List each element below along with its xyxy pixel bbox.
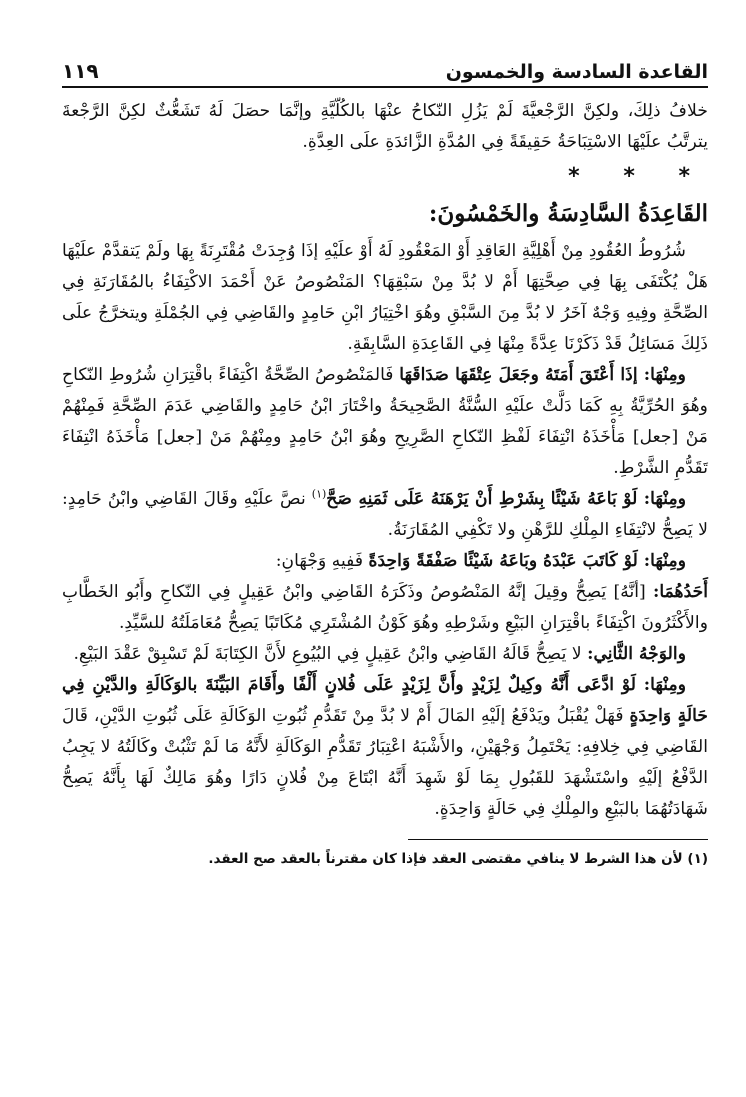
example-1-lead: ومِنْهَا: إذَا أَعْتَقَ أَمَتَهُ وجَعَلَ عِتْقَهَا صَدَاقَهَا [399,365,686,385]
paragraph-rule-statement: شُرُوطُ العُقُودِ مِنْ أَهْلِيَّةِ العَاقِدِ أَوْ المَعْقُودِ لَهُ أَوْ علَيْهِ إذَا وُجِدَتْ مُقْتَرِنَةً بِهَا ولَمْ يَتقدَّمْ علَيْهَا هَلْ يُكْتَفَى بِهَا فِي صِحَّتِهَا أَمْ لا بُدَّ مِنْ سَبْقِهَا؟ المَنْصُوصُ عَنْ أَحْمَدَ الاكْتِفَاءُ بالمُقَارَنَةِ فِي الصِّحَّةِ وفِيهِ وَجْهٌ آخَرُ لا بُدَّ مِنَ السَّبْقِ وهُوَ اخْتِيَارُ ابْنِ حَامِدٍ والقَاضِي فِي الجُمْلَةِ ويتخرَّجُ علَى ذَلِكَ مَسَائِلُ قَدْ ذَكَرْنَا عِدَّةً مِنْهَا فِي القَاعِدَةِ السَّابِقَةِ. [62,241,708,354]
footnote-divider [408,839,708,840]
paragraph-example-2 [62,484,708,546]
running-title: القاعدة السادسة والخمسون [445,61,708,83]
footnote: (١) لأن هذا الشرط لا ينافي مقتضى العقد فإذا كان مقترناً بالعقد صح العقد. [208,851,708,867]
paragraph-example-1 [62,360,708,484]
first-opinion-text: [أنَّهُ] يَصِحُّ وقِيلَ إنَّهُ المَنْصُوصُ وذَكَرَهُ القَاضِي وابْنُ عَقِيلٍ فِي النّكاحِ وأَبُو الخَطَّابِ والأَكْثَرُونَ اكْتِفَاءً باقْتِرَانِ البَيْعِ وشَرْطِهِ وهُوَ كَوْنُ المُشْتَرِي مُكَاتَبًا يَصِحُّ مُعَامَلَتُهُ للسَّيِّدِ. [62,582,708,633]
page-header [62,52,708,88]
example-3-text: فَفِيهِ وَجْهَانِ: [275,551,369,571]
first-opinion-lead: أَحَدُهُمَا: [652,582,708,602]
page-body [62,96,708,825]
section-separator: * * * [568,164,708,189]
example-4-lead: ومِنْهَا: لَوْ ادَّعَى أَنَّهُ وكِيلٌ لِزَيْدٍ وأَنَّ لِزَيْدٍ عَلَى فُلانٍ أَلْفًا وأَقَامَ البَيِّنَةَ بالوَكَالَةِ والدَّيْنِ فِي حَالَةٍ وَاحِدَةٍ [62,675,708,726]
paragraph-example-3 [62,546,708,577]
example-2-text: نصَّ علَيْهِ وقَالَ القَاضِي وابْنُ حَامِدٍ: لا يَصِحُّ لانْتِفَاءِ المِلْكِ للرَّهْنِ ولا تَكْفِي المُقَارَنَةُ. [62,489,708,540]
footnote-reference[interactable]: (١) [311,487,327,501]
paragraph-continuation: خلافُ ذلِكَ، ولكِنَّ الرَّجْعيَّةَ لَمْ يَزُلِ النّكاحُ عنْهَا بالكُلّيَّةِ وإنَّمَا حصَلَ لَهُ تَشَعُّثٌ لكِنَّ الرَّجْعةَ يترتَّبُ علَيْهَا الاسْتِبَاحَةُ حَقِيقَةً فِي المُدَّةِ الزَّائدَةِ علَى العِدَّةِ. [62,101,708,152]
example-3-lead: ومِنْهَا: لَوْ كَاتَبَ عَبْدَهُ وبَاعَهُ شَيْئًا صَفْقَةً وَاحِدَةً [368,551,686,571]
paragraph-example-4 [62,670,708,825]
second-opinion-text: لا يَصِحُّ قَالَهُ القَاضِي وابْنُ عَقِيلٍ فِي البُيُوعِ لأَنَّ الكِتَابَةَ لَمْ تَسْبِقْ عَقْدَ البَيْعِ. [73,644,588,664]
example-1-text: فَالمَنْصُوصُ الصِّحَّةُ اكْتِفَاءً باقْتِرَانِ شُرُوطِ النّكاحِ وهُوَ الحُرِّيَّةُ بِهِ كَمَا دَلَّتْ علَيْهِ السُّنَّةُ الصَّحِيحَةُ واخْتَارَ ابْنُ حَامِدٍ والقَاضِي عَدَمَ الصِّحَّةِ فَمِنْهُمْ مَنْ [جعل] مَأْخَذَهُ انْتِفَاءَ لَفْظِ النّكاحِ الصَّرِيحِ وهُوَ ابْنُ حَامِدٍ ومِنْهُمْ مَنْ [جعل] مَأْخَذَهُ انْتِفَاءَ تَقَدُّمِ الشَّرْطِ. [62,365,708,478]
paragraph-second-opinion [62,639,708,670]
section-heading: القَاعِدَةُ السَّادِسَةُ والخَمْسُونَ: [428,200,708,227]
page-number: ١١٩ [62,59,99,83]
example-4-text: فَهَلْ يُقْبَلُ ويَدْفَعُ إلَيْهِ المَالَ أَمْ لا بُدَّ مِنْ تَقَدُّمِ ثُبُوتِ الوَكَالَةِ عَلَى ثُبُوتِ الدَّيْنِ، قَالَ القَاضِي فِي خِلافِهِ: يَحْتَمِلُ وَجْهَيْنِ، والأَشْبَهُ اعْتِبَارُ تَقَدُّمِ الوَكَالَةِ لأَنَّهُ مَا لَمْ تَثْبُتْ وكَالَتُهُ لا يَجِبُ الدَّفْعُ إلَيْهِ واسْتَشْهَدَ للقَبُولِ بِمَا لَوْ شَهِدَ أَنَّهُ ابْتَاعَ مِنْ فُلانٍ دَارًا وهُوَ مَالِكٌ لَهَا بِأَنَّهُ يَصِحُّ شَهَادَتُهُمَا بالبَيْعِ والمِلْكِ فِي حَالَةٍ وَاحِدَةٍ. [62,706,708,819]
second-opinion-lead: والوَجْهُ الثَّانِي: [587,644,686,664]
paragraph-first-opinion [62,577,708,639]
book-page [62,52,708,869]
example-2-lead: ومِنْهَا: لَوْ بَاعَهُ شَيْئًا بِشَرْطِ أَنْ يَرْهَنَهُ عَلَى ثَمَنِهِ صَحَّ [326,489,686,509]
